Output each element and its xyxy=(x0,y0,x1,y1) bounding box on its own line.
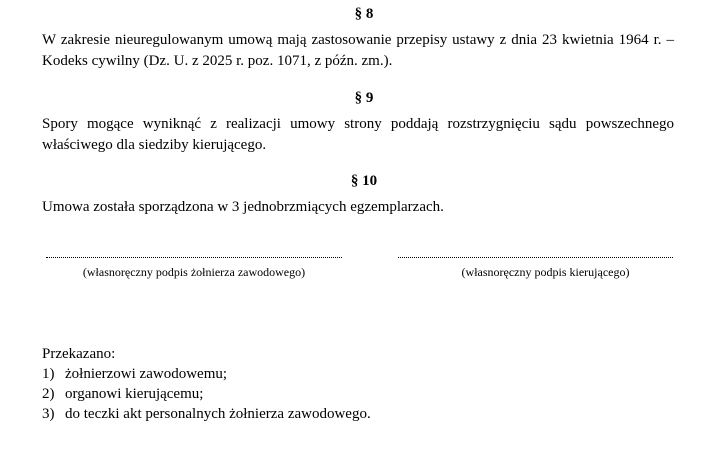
signature-line-soldier xyxy=(46,249,342,258)
list-item xyxy=(42,384,371,404)
handover-list xyxy=(42,364,371,424)
section-8-paragraph xyxy=(42,30,674,72)
signature-label-director: (własnoręczny podpis kierującego) xyxy=(461,265,630,279)
section-9-heading: § 9 xyxy=(354,90,374,106)
list-item xyxy=(42,404,371,424)
section-9-line-2: właściwego dla siedziby kierującego. xyxy=(42,137,267,153)
section-8-heading: § 8 xyxy=(354,6,374,22)
list-item-number: 3) xyxy=(42,406,55,422)
handover-label: Przekazano: xyxy=(42,346,116,362)
list-item-number: 2) xyxy=(42,386,55,402)
signature-line-director xyxy=(398,249,673,258)
section-8-line-2: Kodeks cywilny (Dz. U. z 2025 r. poz. 1071, z późn. zm.). xyxy=(42,53,393,69)
list-item-text: do teczki akt personalnych żołnierza zawodowego. xyxy=(65,406,371,422)
list-item-number: 1) xyxy=(42,366,55,382)
handover-section xyxy=(42,344,371,424)
list-item xyxy=(42,364,371,384)
section-10-heading: § 10 xyxy=(350,173,378,189)
section-10-paragraph xyxy=(42,197,674,218)
section-10-line-1: Umowa została sporządzona w 3 jednobrzmiących egzemplarzach. xyxy=(42,199,444,215)
list-item-text: żołnierzowi zawodowemu; xyxy=(65,366,228,382)
signature-label-soldier: (własnoręczny podpis żołnierza zawodowego) xyxy=(82,265,306,279)
section-9-paragraph xyxy=(42,114,674,156)
section-9-line-1: Spory mogące wyniknąć z realizacji umowy strony poddają rozstrzygnięciu sądu powszechnego xyxy=(42,116,674,132)
list-item-text: organowi kierującemu; xyxy=(65,386,204,402)
section-8-line-1: W zakresie nieuregulowanym umową mają zastosowanie przepisy ustawy z dnia 23 kwietnia 1964 r. – xyxy=(42,32,674,48)
